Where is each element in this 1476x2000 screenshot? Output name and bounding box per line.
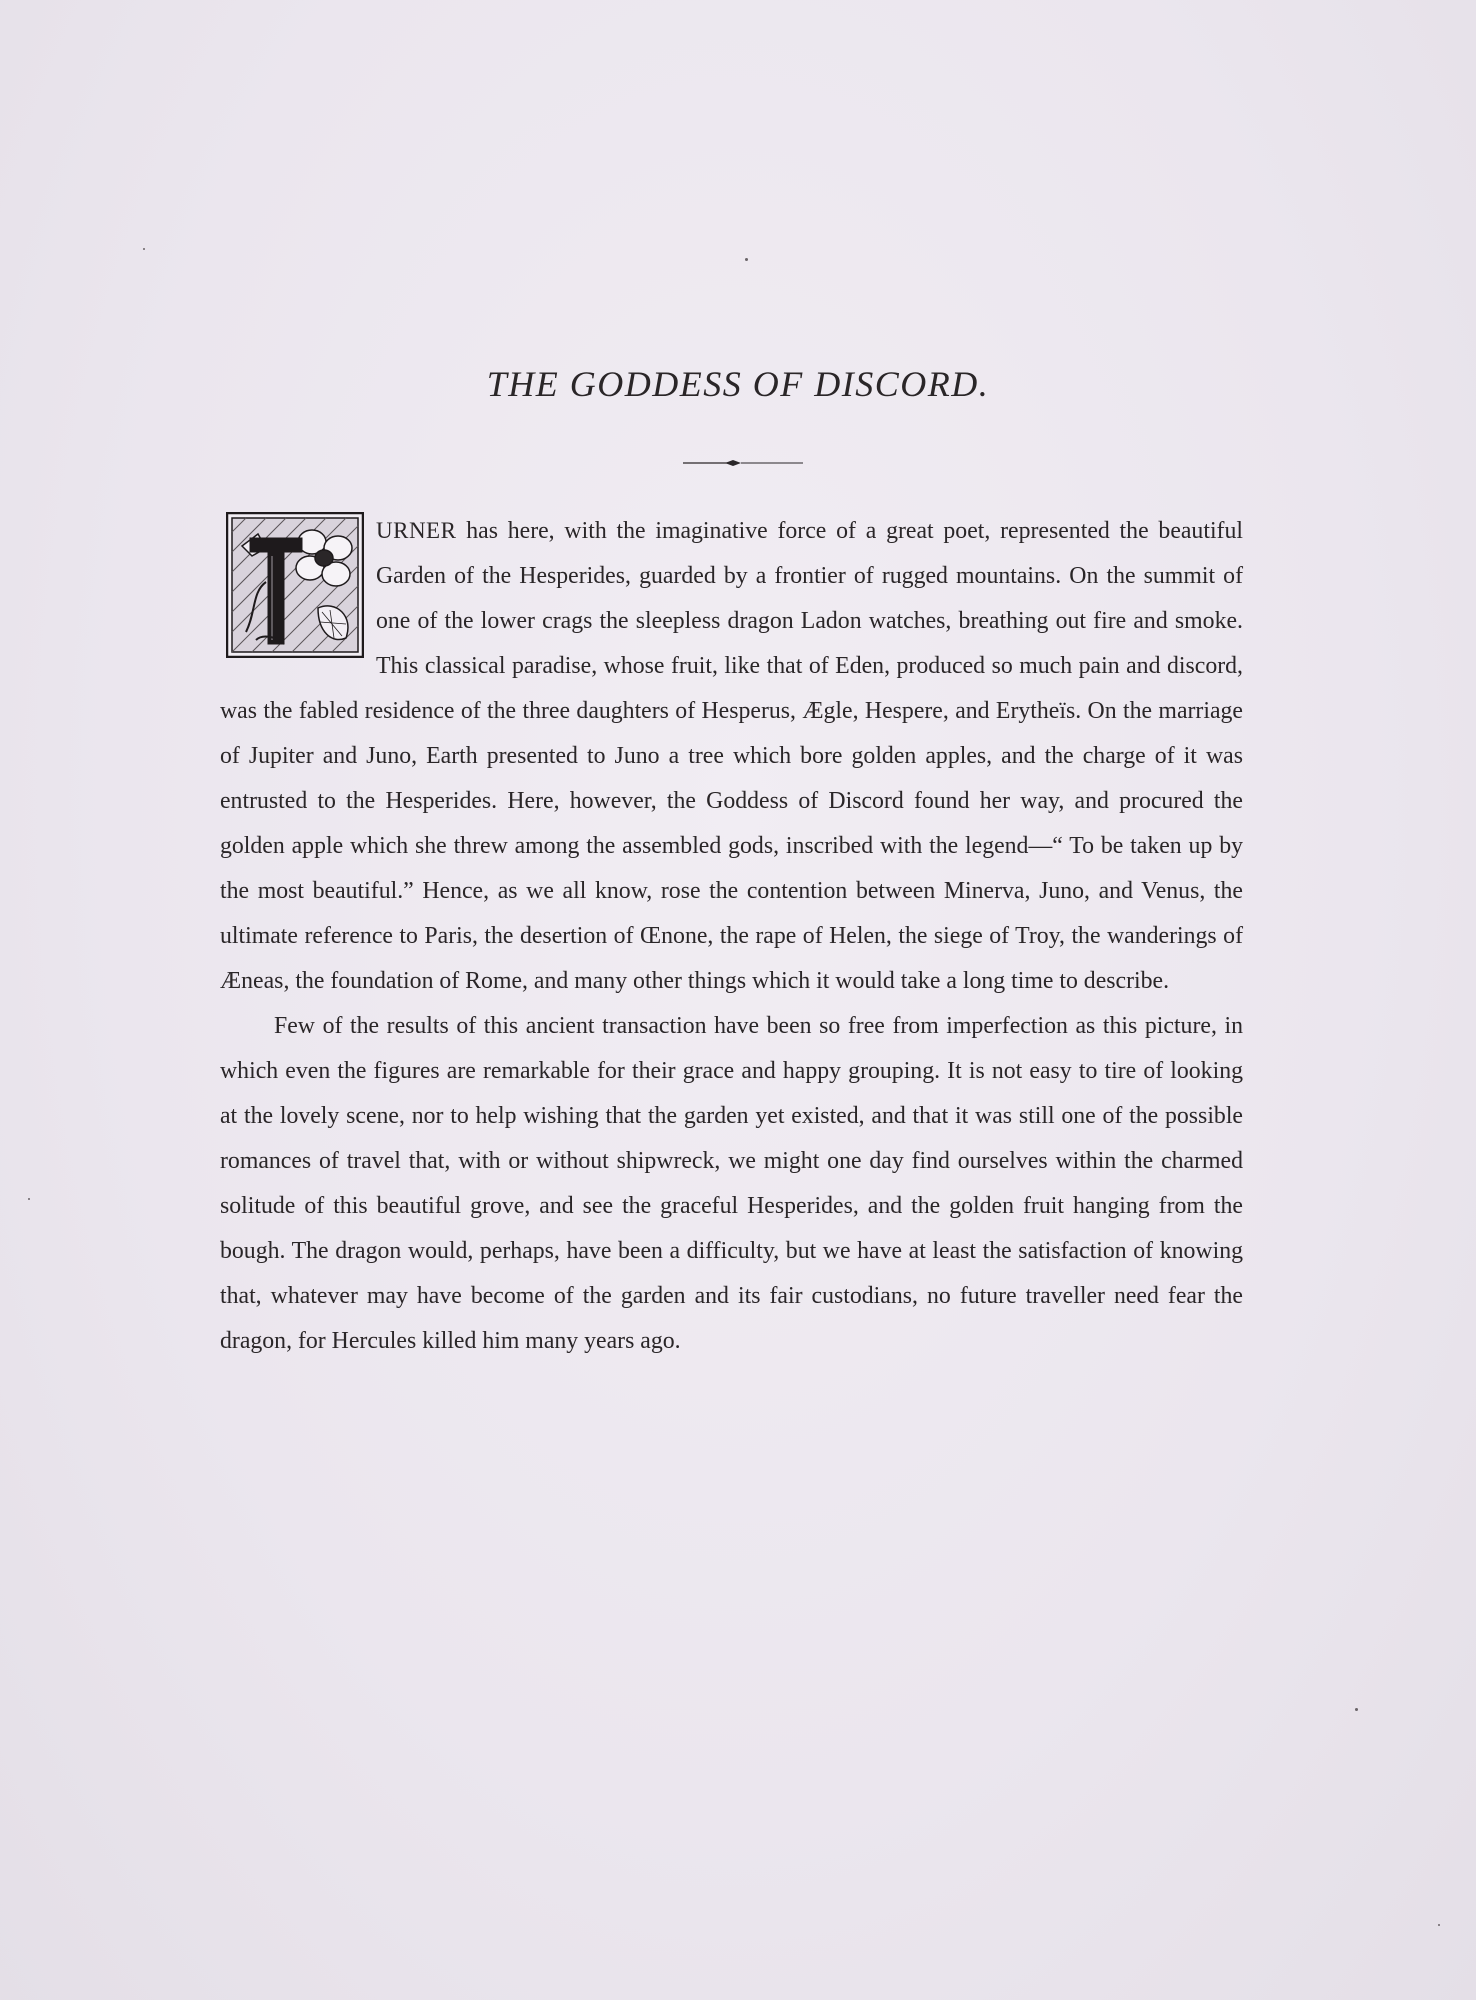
paper-speck [745,258,748,261]
article-body [220,508,1243,1364]
paragraph-2: Few of the results of this ancient transaction have been so free from imperfection as this picture, in which even the figures are remarkable for their grace and happy grouping. It is not easy to tire of looking at the lovely scene, nor to help wishing that the garden yet existed, and that it was still one of the possible romances of travel that, with or without shipwreck, we might one day find ourselves within the charmed solitude of this beautiful grove, and see the graceful Hesperides, and the golden fruit hanging from the bough. The dragon would, perhaps, have been a difficulty, but we have at least the satisfaction of knowing that, whatever may have become of the garden and its fair custodians, no future traveller need fear the dragon, for Hercules killed him many years ago. [220,1013,1243,1354]
ornamental-divider [683,458,803,468]
paper-speck [143,248,145,250]
decorated-initial-icon [226,512,364,658]
paper-speck [28,1198,30,1200]
lead-word: URNER [376,518,457,543]
paper-speck [1438,1924,1440,1926]
paragraph-1 [220,508,1243,1004]
paper-speck [1355,1708,1358,1711]
page-title: THE GODDESS OF DISCORD. [486,364,990,404]
paragraph-1-text: has here, with the imaginative force of a great poet, represented the beautiful Garden of the Hesperides, guarded by a frontier of rugged mountains. On the summit of one of the lower crags the sleepless dragon Ladon watches, breathing out fire and smoke. This classical paradise, whose fruit, like that of Eden, produced so much pain and discord, was the fabled residence of the three daughters of Hesperus, Ægle, Hespere, and Erytheïs. On the marriage of Jupiter and Juno, Earth presented to Juno a tree which bore golden apples, and the charge of it was entrusted to the Hesperides. Here, however, the Goddess of Discord found her way, and procured the golden apple which she threw among the assembled gods, inscribed with the legend—“ To be taken up by the most beautiful.” Hence, as we all know, rose the contention between Minerva, Juno, and Venus, the ultimate reference to Paris, the desertion of Œnone, the rape of Helen, the siege of Troy, the wanderings of Æneas, the foundation of Rome, and many other things which it would take a long time to describe. [220,518,1243,994]
